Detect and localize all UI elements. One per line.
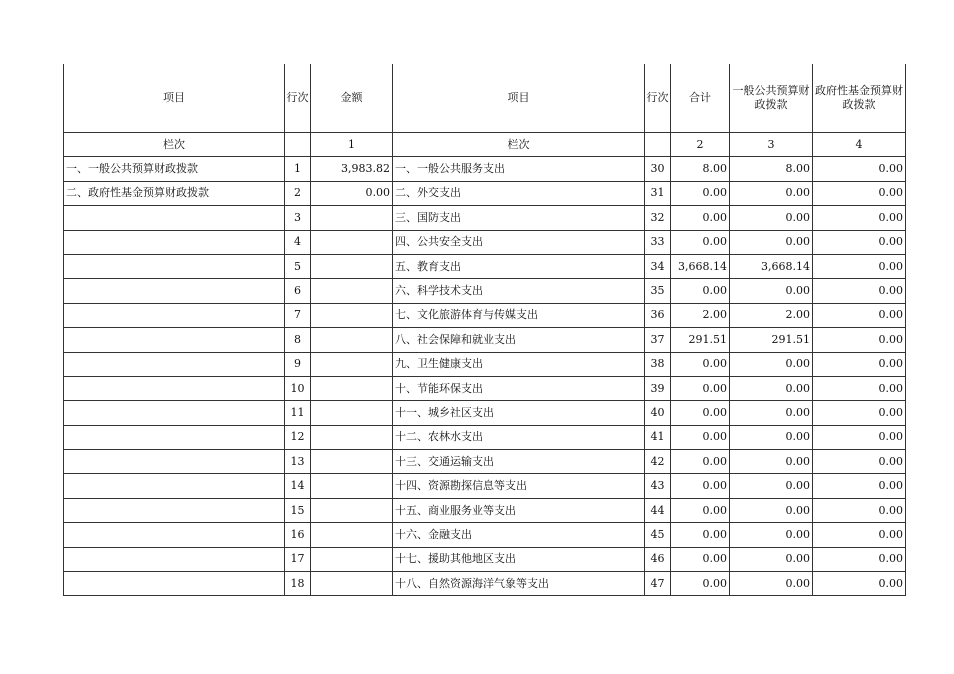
left-item-cell: 二、政府性基金预算财政拨款 bbox=[64, 181, 285, 205]
general-budget-cell: 0.00 bbox=[730, 279, 813, 303]
colnum-total: 2 bbox=[671, 133, 730, 157]
right-item-cell: 八、社会保障和就业支出 bbox=[393, 328, 645, 352]
right-item-cell: 十八、自然资源海洋气象等支出 bbox=[393, 572, 645, 596]
gov-fund-cell: 0.00 bbox=[813, 376, 906, 400]
total-cell: 0.00 bbox=[671, 206, 730, 230]
total-cell: 0.00 bbox=[671, 498, 730, 522]
left-row-no-cell: 13 bbox=[285, 450, 311, 474]
total-cell: 0.00 bbox=[671, 401, 730, 425]
right-row-no-cell: 30 bbox=[645, 157, 671, 181]
header-total: 合计 bbox=[671, 64, 730, 133]
left-item-cell bbox=[64, 328, 285, 352]
table-row bbox=[64, 450, 906, 474]
left-row-no-cell: 15 bbox=[285, 498, 311, 522]
header-row bbox=[64, 64, 906, 133]
left-item-cell bbox=[64, 352, 285, 376]
amount-cell bbox=[311, 254, 393, 278]
left-item-cell bbox=[64, 303, 285, 327]
right-row-no-cell: 43 bbox=[645, 474, 671, 498]
table-row bbox=[64, 352, 906, 376]
total-cell: 0.00 bbox=[671, 279, 730, 303]
general-budget-cell: 0.00 bbox=[730, 547, 813, 571]
amount-cell bbox=[311, 376, 393, 400]
total-cell: 0.00 bbox=[671, 230, 730, 254]
left-row-no-cell: 5 bbox=[285, 254, 311, 278]
left-row-no-cell: 1 bbox=[285, 157, 311, 181]
colnum-left-label: 栏次 bbox=[64, 133, 285, 157]
left-row-no-cell: 14 bbox=[285, 474, 311, 498]
left-row-no-cell: 16 bbox=[285, 523, 311, 547]
table-row bbox=[64, 328, 906, 352]
left-row-no-cell: 10 bbox=[285, 376, 311, 400]
left-item-cell bbox=[64, 498, 285, 522]
gov-fund-cell: 0.00 bbox=[813, 523, 906, 547]
right-row-no-cell: 31 bbox=[645, 181, 671, 205]
left-item-cell bbox=[64, 230, 285, 254]
amount-cell bbox=[311, 498, 393, 522]
total-cell: 0.00 bbox=[671, 572, 730, 596]
amount-cell bbox=[311, 572, 393, 596]
table-row bbox=[64, 279, 906, 303]
gov-fund-cell: 0.00 bbox=[813, 181, 906, 205]
total-cell: 0.00 bbox=[671, 450, 730, 474]
total-cell: 0.00 bbox=[671, 352, 730, 376]
total-cell: 0.00 bbox=[671, 547, 730, 571]
gov-fund-cell: 0.00 bbox=[813, 230, 906, 254]
right-item-cell: 十、节能环保支出 bbox=[393, 376, 645, 400]
right-row-no-cell: 36 bbox=[645, 303, 671, 327]
left-row-no-cell: 17 bbox=[285, 547, 311, 571]
right-item-cell: 十一、城乡社区支出 bbox=[393, 401, 645, 425]
right-row-no-cell: 45 bbox=[645, 523, 671, 547]
left-item-cell bbox=[64, 425, 285, 449]
header-gov-fund: 政府性基金预算财政拨款 bbox=[813, 64, 906, 133]
general-budget-cell: 0.00 bbox=[730, 498, 813, 522]
right-item-cell: 九、卫生健康支出 bbox=[393, 352, 645, 376]
gov-fund-cell: 0.00 bbox=[813, 425, 906, 449]
left-row-no-cell: 8 bbox=[285, 328, 311, 352]
right-row-no-cell: 35 bbox=[645, 279, 671, 303]
total-cell: 0.00 bbox=[671, 181, 730, 205]
right-row-no-cell: 42 bbox=[645, 450, 671, 474]
gov-fund-cell: 0.00 bbox=[813, 303, 906, 327]
right-item-cell: 七、文化旅游体育与传媒支出 bbox=[393, 303, 645, 327]
header-item-left: 项目 bbox=[64, 64, 285, 133]
table-row bbox=[64, 498, 906, 522]
left-row-no-cell: 11 bbox=[285, 401, 311, 425]
left-row-no-cell: 7 bbox=[285, 303, 311, 327]
gov-fund-cell: 0.00 bbox=[813, 157, 906, 181]
table-row bbox=[64, 523, 906, 547]
right-item-cell: 十四、资源勘探信息等支出 bbox=[393, 474, 645, 498]
general-budget-cell: 291.51 bbox=[730, 328, 813, 352]
right-row-no-cell: 39 bbox=[645, 376, 671, 400]
table-row bbox=[64, 254, 906, 278]
right-row-no-cell: 40 bbox=[645, 401, 671, 425]
right-row-no-cell: 38 bbox=[645, 352, 671, 376]
left-row-no-cell: 6 bbox=[285, 279, 311, 303]
amount-cell bbox=[311, 474, 393, 498]
general-budget-cell: 0.00 bbox=[730, 401, 813, 425]
general-budget-cell: 3,668.14 bbox=[730, 254, 813, 278]
colnum-amount: 1 bbox=[311, 133, 393, 157]
left-item-cell bbox=[64, 401, 285, 425]
total-cell: 2.00 bbox=[671, 303, 730, 327]
table-row bbox=[64, 230, 906, 254]
table-row bbox=[64, 547, 906, 571]
total-cell: 8.00 bbox=[671, 157, 730, 181]
total-cell: 3,668.14 bbox=[671, 254, 730, 278]
right-item-cell: 二、外交支出 bbox=[393, 181, 645, 205]
total-cell: 0.00 bbox=[671, 425, 730, 449]
gov-fund-cell: 0.00 bbox=[813, 206, 906, 230]
gov-fund-cell: 0.00 bbox=[813, 328, 906, 352]
gov-fund-cell: 0.00 bbox=[813, 498, 906, 522]
table-row bbox=[64, 206, 906, 230]
right-row-no-cell: 33 bbox=[645, 230, 671, 254]
left-item-cell: 一、一般公共预算财政拨款 bbox=[64, 157, 285, 181]
gov-fund-cell: 0.00 bbox=[813, 352, 906, 376]
table-row bbox=[64, 376, 906, 400]
table-row bbox=[64, 303, 906, 327]
gov-fund-cell: 0.00 bbox=[813, 279, 906, 303]
general-budget-cell: 8.00 bbox=[730, 157, 813, 181]
general-budget-cell: 0.00 bbox=[730, 572, 813, 596]
left-item-cell bbox=[64, 474, 285, 498]
right-item-cell: 一、一般公共服务支出 bbox=[393, 157, 645, 181]
general-budget-cell: 0.00 bbox=[730, 230, 813, 254]
left-item-cell bbox=[64, 206, 285, 230]
left-row-no-cell: 18 bbox=[285, 572, 311, 596]
total-cell: 291.51 bbox=[671, 328, 730, 352]
amount-cell bbox=[311, 523, 393, 547]
general-budget-cell: 0.00 bbox=[730, 523, 813, 547]
amount-cell bbox=[311, 230, 393, 254]
amount-cell bbox=[311, 401, 393, 425]
general-budget-cell: 0.00 bbox=[730, 474, 813, 498]
amount-cell bbox=[311, 450, 393, 474]
right-row-no-cell: 47 bbox=[645, 572, 671, 596]
left-row-no-cell: 9 bbox=[285, 352, 311, 376]
colnum-gov: 4 bbox=[813, 133, 906, 157]
total-cell: 0.00 bbox=[671, 376, 730, 400]
table-row bbox=[64, 181, 906, 205]
left-row-no-cell: 3 bbox=[285, 206, 311, 230]
colnum-right-no bbox=[645, 133, 671, 157]
amount-cell: 3,983.82 bbox=[311, 157, 393, 181]
header-general-budget: 一般公共预算财政拨款 bbox=[730, 64, 813, 133]
left-item-cell bbox=[64, 279, 285, 303]
left-row-no-cell: 12 bbox=[285, 425, 311, 449]
amount-cell bbox=[311, 425, 393, 449]
amount-cell bbox=[311, 352, 393, 376]
right-row-no-cell: 46 bbox=[645, 547, 671, 571]
left-item-cell bbox=[64, 254, 285, 278]
right-row-no-cell: 41 bbox=[645, 425, 671, 449]
general-budget-cell: 0.00 bbox=[730, 352, 813, 376]
right-item-cell: 十六、金融支出 bbox=[393, 523, 645, 547]
general-budget-cell: 0.00 bbox=[730, 206, 813, 230]
total-cell: 0.00 bbox=[671, 474, 730, 498]
colnum-left-no bbox=[285, 133, 311, 157]
amount-cell bbox=[311, 547, 393, 571]
general-budget-cell: 0.00 bbox=[730, 450, 813, 474]
colnum-right-label: 栏次 bbox=[393, 133, 645, 157]
total-cell: 0.00 bbox=[671, 523, 730, 547]
right-item-cell: 十二、农林水支出 bbox=[393, 425, 645, 449]
amount-cell: 0.00 bbox=[311, 181, 393, 205]
amount-cell bbox=[311, 328, 393, 352]
header-item-right: 项目 bbox=[393, 64, 645, 133]
left-row-no-cell: 2 bbox=[285, 181, 311, 205]
header-row-no-left: 行次 bbox=[285, 64, 311, 133]
amount-cell bbox=[311, 303, 393, 327]
general-budget-cell: 0.00 bbox=[730, 425, 813, 449]
table-row bbox=[64, 474, 906, 498]
right-item-cell: 四、公共安全支出 bbox=[393, 230, 645, 254]
gov-fund-cell: 0.00 bbox=[813, 254, 906, 278]
right-row-no-cell: 37 bbox=[645, 328, 671, 352]
table-row bbox=[64, 401, 906, 425]
right-item-cell: 十五、商业服务业等支出 bbox=[393, 498, 645, 522]
left-item-cell bbox=[64, 450, 285, 474]
general-budget-cell: 0.00 bbox=[730, 181, 813, 205]
right-item-cell: 五、教育支出 bbox=[393, 254, 645, 278]
colnum-general: 3 bbox=[730, 133, 813, 157]
amount-cell bbox=[311, 279, 393, 303]
left-item-cell bbox=[64, 376, 285, 400]
table-row bbox=[64, 157, 906, 181]
general-budget-cell: 0.00 bbox=[730, 376, 813, 400]
right-item-cell: 三、国防支出 bbox=[393, 206, 645, 230]
header-row-no-right: 行次 bbox=[645, 64, 671, 133]
gov-fund-cell: 0.00 bbox=[813, 474, 906, 498]
gov-fund-cell: 0.00 bbox=[813, 450, 906, 474]
right-item-cell: 六、科学技术支出 bbox=[393, 279, 645, 303]
right-row-no-cell: 32 bbox=[645, 206, 671, 230]
amount-cell bbox=[311, 206, 393, 230]
gov-fund-cell: 0.00 bbox=[813, 572, 906, 596]
table-row bbox=[64, 425, 906, 449]
gov-fund-cell: 0.00 bbox=[813, 547, 906, 571]
header-amount: 金额 bbox=[311, 64, 393, 133]
left-item-cell bbox=[64, 547, 285, 571]
right-item-cell: 十三、交通运输支出 bbox=[393, 450, 645, 474]
left-row-no-cell: 4 bbox=[285, 230, 311, 254]
column-number-row bbox=[64, 133, 906, 157]
budget-table bbox=[63, 64, 906, 596]
left-item-cell bbox=[64, 523, 285, 547]
left-item-cell bbox=[64, 572, 285, 596]
gov-fund-cell: 0.00 bbox=[813, 401, 906, 425]
right-item-cell: 十七、援助其他地区支出 bbox=[393, 547, 645, 571]
right-row-no-cell: 34 bbox=[645, 254, 671, 278]
right-row-no-cell: 44 bbox=[645, 498, 671, 522]
general-budget-cell: 2.00 bbox=[730, 303, 813, 327]
table-row bbox=[64, 572, 906, 596]
